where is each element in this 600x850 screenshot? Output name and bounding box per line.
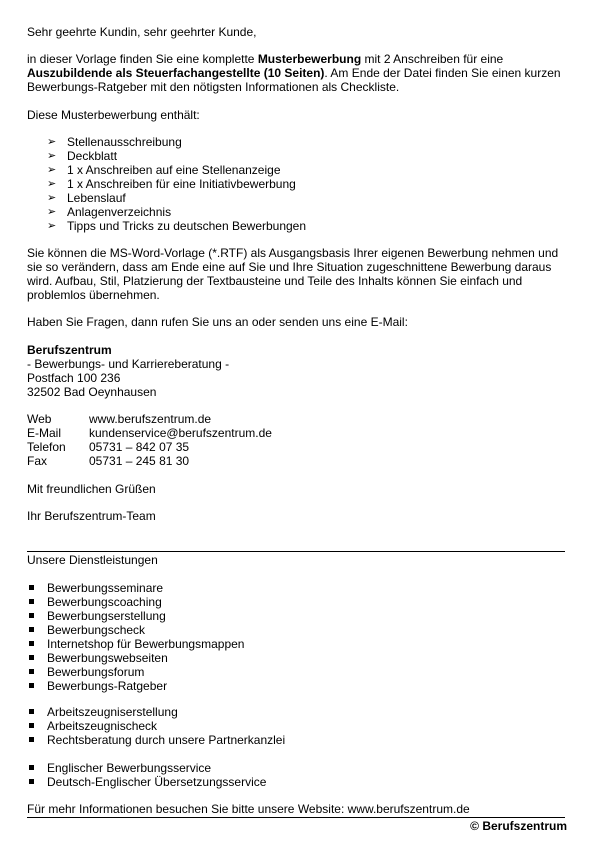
intro-line-1 [27,52,561,66]
questions-text: Haben Sie Fragen, dann rufen Sie uns an oder senden uns eine E-Mail: [27,315,408,329]
list-item: ➢ Deckblatt [47,149,118,163]
address-block [27,343,229,399]
contact-key: Fax [27,454,48,468]
arrow-bullet-icon: ➢ [47,192,57,204]
intro-text: in dieser Vorlage finden Sie eine komplette [27,52,258,66]
list-item: Deutsch-Englischer Übersetzungsservice [27,775,266,789]
arrow-bullet-icon: ➢ [47,206,57,218]
website-link[interactable]: www.berufszentrum.de [89,412,212,426]
square-bullet-icon [29,709,34,714]
list-item: ➢ Lebenslauf [47,191,126,205]
list-item: Bewerbungs-Ratgeber [27,679,244,693]
list-item: Bewerbungsseminare [27,581,244,595]
services-list-3 [27,761,266,789]
intro-text: mit 2 Anschreiben für eine [361,52,504,66]
greeting: Sehr geehrte Kundin, sehr geehrter Kunde, [27,25,257,39]
list-item: ➢ 1 x Anschreiben für eine Initiativbewerbung [47,177,296,191]
email-link[interactable]: kundenservice@berufszentrum.de [89,426,272,440]
fax-value: 05731 – 245 81 30 [89,454,190,468]
arrow-bullet-icon: ➢ [47,178,57,190]
square-bullet-icon [29,779,34,784]
arrow-bullet-icon: ➢ [47,220,57,232]
more-info-text: Für mehr Informationen besuchen Sie bitte unsere Website: www.berufszentrum.de [27,802,470,816]
contact-key: E-Mail [27,426,62,440]
list-item: ➢ Anlagenverzeichnis [47,205,172,219]
square-bullet-icon [29,641,34,646]
services-list-1 [27,581,244,693]
list-item: ➢ Tipps und Tricks zu deutschen Bewerbungen [47,219,307,233]
intro-text: . Am Ende der Datei finden Sie einen kurzen [324,66,561,80]
list-item: Englischer Bewerbungsservice [27,761,266,775]
list-item: Arbeitszeugnischeck [27,719,285,733]
arrow-bullet-icon: ➢ [47,136,57,148]
closing-text: Mit freundlichen Grüßen [27,482,156,496]
square-bullet-icon [29,737,34,742]
contact-key: Telefon [27,440,66,454]
list-item: Bewerbungscheck [27,623,244,637]
contact-row-fax [27,454,272,468]
address-street: Postfach 100 236 [27,371,121,385]
intro-line-2 [27,66,561,80]
contact-block [27,412,272,468]
square-bullet-icon [29,627,34,632]
intro-bold-musterbewerbung: Musterbewerbung [257,52,362,66]
contact-row-email [27,426,272,440]
list-item: Internetshop für Bewerbungsmappen [27,637,244,651]
contact-row-web [27,412,272,426]
arrow-bullet-icon: ➢ [47,150,57,162]
usage-line: wird. Aufbau, Stil, Platzierung der Textbausteine und Teile des Inhalts können Sie einfach und [27,274,523,288]
square-bullet-icon [29,669,34,674]
list-item: Rechtsberatung durch unsere Partnerkanzlei [27,733,285,747]
arrow-bullet-icon: ➢ [47,164,57,176]
company-subtitle: - Bewerbungs- und Karriereberatung - [27,357,230,371]
square-bullet-icon [29,765,34,770]
contact-key: Web [27,412,52,426]
intro-line-3: Bewerbungs-Ratgeber mit den nötigsten Informationen als Checkliste. [27,80,400,94]
services-heading: Unsere Dienstleistungen [27,553,158,567]
contents-list [27,135,306,233]
list-item: Bewerbungsforum [27,665,244,679]
list-item: Bewerbungscoaching [27,595,244,609]
intro-paragraph [27,52,561,94]
square-bullet-icon [29,655,34,660]
square-bullet-icon [29,683,34,688]
square-bullet-icon [29,585,34,590]
contact-row-phone [27,440,272,454]
list-item: ➢ 1 x Anschreiben auf eine Stellenanzeige [47,163,281,177]
list-item: ➢ Stellenausschreibung [47,135,182,149]
usage-line: problemlos übernehmen. [27,288,160,302]
usage-line: sie so verändern, dass am Ende eine auf Sie und Ihre Situation zugeschnittene Bewerbung daraus [27,260,552,274]
divider-line [27,551,565,552]
square-bullet-icon [29,613,34,618]
square-bullet-icon [29,723,34,728]
list-item: Bewerbungswebseiten [27,651,244,665]
usage-line: Sie können die MS-Word-Vorlage (*.RTF) als Ausgangsbasis Ihrer eigenen Bewerbung nehmen und [27,246,559,260]
square-bullet-icon [29,599,34,604]
company-name: Berufszentrum [27,343,112,357]
contents-heading: Diese Musterbewerbung enthält: [27,108,200,122]
footer-divider [27,817,565,818]
signature-text: Ihr Berufszentrum-Team [27,509,156,523]
copyright-text: © Berufszentrum [470,819,567,833]
list-item: Bewerbungserstellung [27,609,244,623]
usage-paragraph [27,246,558,302]
services-list-2 [27,705,285,747]
list-item: Arbeitszeugniserstellung [27,705,285,719]
address-city: 32502 Bad Oeynhausen [27,385,157,399]
intro-bold-position: Auszubildende als Steuerfachangestellte (10 Seiten) [27,66,325,80]
phone-value: 05731 – 842 07 35 [89,440,190,454]
